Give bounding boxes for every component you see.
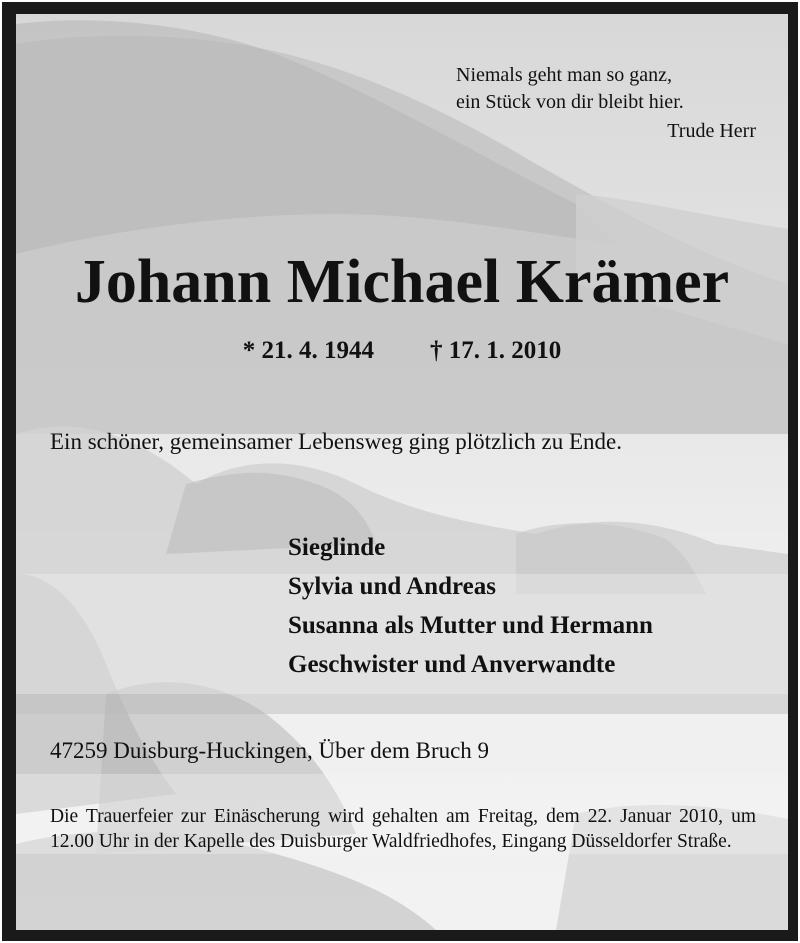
obituary-panel bbox=[16, 14, 788, 930]
life-dates bbox=[16, 336, 788, 366]
death-date: † 17. 1. 2010 bbox=[430, 337, 562, 364]
deceased-name: Johann Michael Krämer bbox=[74, 248, 730, 316]
quote-author: Trude Herr bbox=[667, 120, 756, 142]
mourner-name: Geschwister und Anverwandte bbox=[288, 651, 616, 678]
mourner-name: Sieglinde bbox=[288, 534, 386, 561]
birth-date: * 21. 4. 1944 bbox=[242, 337, 374, 364]
quote-line-1: Niemals geht man so ganz, bbox=[456, 64, 673, 86]
address: 47259 Duisburg-Huckingen, Über dem Bruch 9 bbox=[50, 738, 490, 763]
mourners-list bbox=[288, 528, 768, 684]
notice-border bbox=[2, 2, 798, 941]
quote-line-2: ein Stück von dir bleibt hier. bbox=[456, 91, 684, 113]
quote bbox=[456, 62, 756, 116]
mourner-name: Sylvia und Andreas bbox=[288, 573, 496, 600]
intro-text: Ein schöner, gemeinsamer Lebensweg ging plötzlich zu Ende. bbox=[50, 429, 622, 454]
obituary-content bbox=[16, 14, 788, 930]
funeral-notice: Die Trauerfeier zur Einäscherung wird gehalten am Freitag, dem 22. Januar 2010, um 12.00 Uhr in der Kapelle des Duisburger Waldfriedhofes, Eingang Düsseldorfer Straße. bbox=[50, 806, 756, 852]
mourner-name: Susanna als Mutter und Hermann bbox=[288, 612, 653, 639]
